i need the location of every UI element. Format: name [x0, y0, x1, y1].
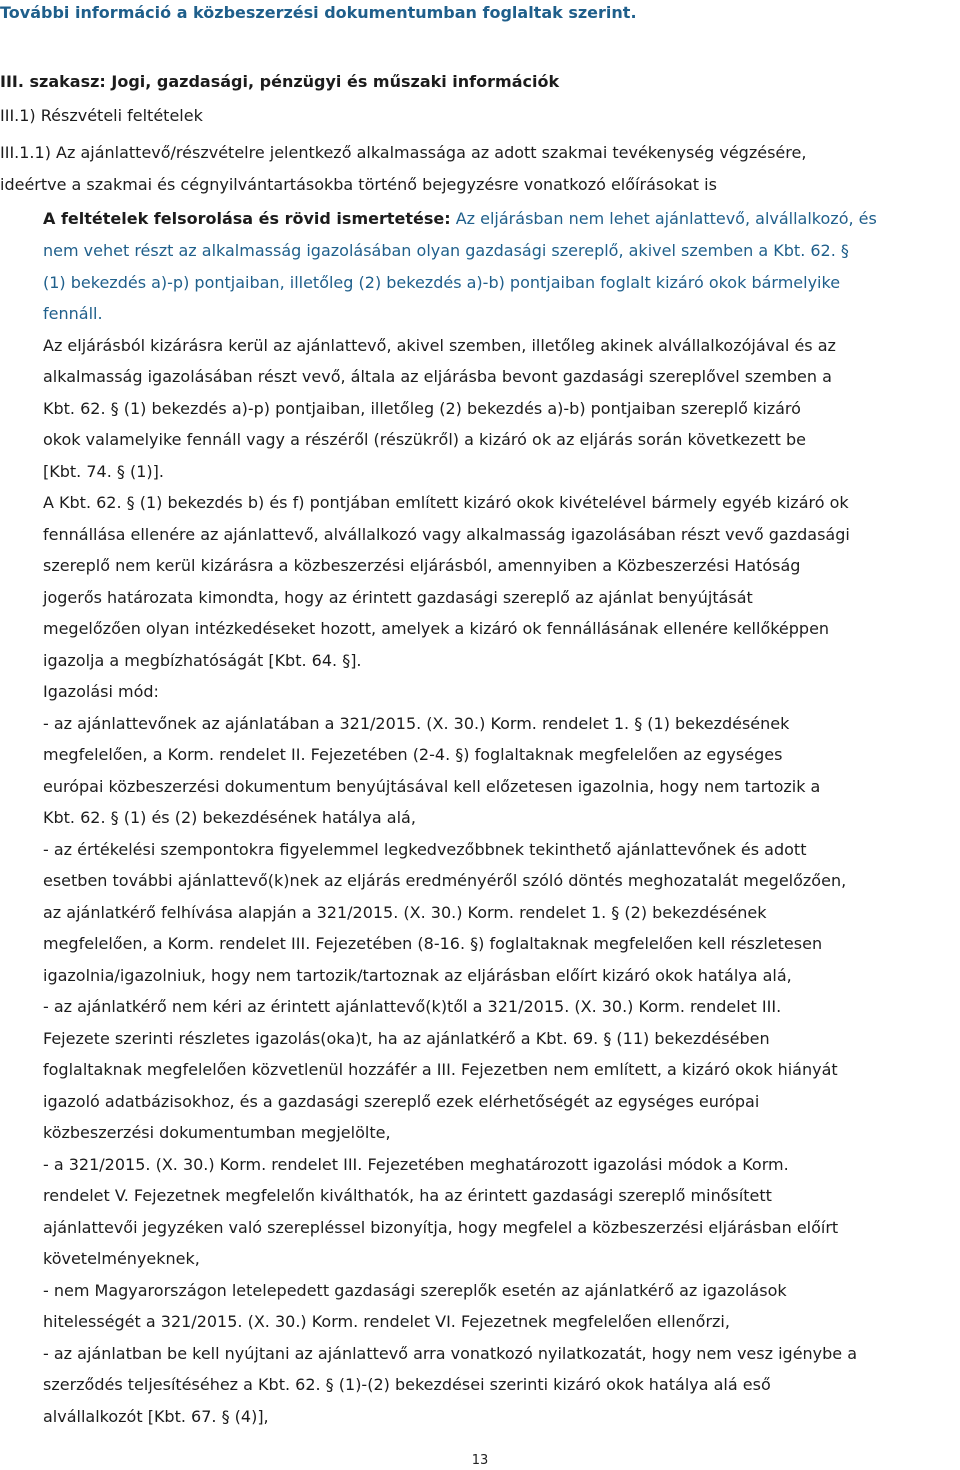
body-line: megelőzően olyan intézkedéseket hozott, amelyek a kizáró ok fennállásának ellenére kellőképpen	[43, 619, 830, 638]
body-line: igazolnia/igazolniuk, hogy nem tartozik/tartoznak az eljárásban előírt kizáró okok hatálya alá,	[43, 966, 792, 985]
body-line: A Kbt. 62. § (1) bekezdés b) és f) pontjában említett kizáró okok kivételével bármely egyéb kizáró ok	[43, 493, 849, 512]
body-line: ajánlattevői jegyzéken való szerepléssel bizonyítja, hogy megfelel a közbeszerzési eljárásban előírt	[43, 1218, 839, 1237]
info-line: További információ a közbeszerzési dokumentumban foglaltak szerint.	[0, 3, 637, 22]
body-line: megfelelően, a Korm. rendelet III. Fejezetében (8-16. §) foglaltaknak megfelelően kell részletesen	[43, 934, 823, 953]
body-line: - a 321/2015. (X. 30.) Korm. rendelet III. Fejezetében meghatározott igazolási módok a Korm.	[43, 1155, 789, 1174]
conditions-label: A feltételek felsorolása és rövid ismertetése:	[43, 209, 451, 228]
conditions-line	[43, 209, 877, 229]
body-line: fennállása ellenére az ajánlattevő, alvállalkozó vagy alkalmasság igazolásában részt vevő gazdasági	[43, 525, 850, 544]
body-line: nem vehet részt az alkalmasság igazolásában olyan gazdasági szereplő, akivel szemben a Kbt. 62. §	[43, 241, 849, 260]
body-line: megfelelően, a Korm. rendelet II. Fejezetében (2-4. §) foglaltaknak megfelelően az egységes	[43, 745, 783, 764]
body-line: alkalmasság igazolásában részt vevő, általa az eljárásba bevont gazdasági szereplővel szemben a	[43, 367, 832, 386]
body-line: - nem Magyarországon letelepedett gazdasági szereplők esetén az ajánlatkérő az igazolások	[43, 1281, 787, 1300]
body-line: Az eljárásból kizárásra kerül az ajánlattevő, akivel szemben, illetőleg akinek alvállalkozójával és az	[43, 336, 836, 355]
body-line: Kbt. 62. § (1) bekezdés a)-p) pontjaiban, illetőleg (2) bekezdés a)-b) pontjaiban szereplő kizáró	[43, 399, 801, 418]
clause-heading-line-1: III.1.1) Az ajánlattevő/részvételre jelentkező alkalmassága az adott szakmai tevékenység végzésére,	[0, 143, 807, 162]
conditions-text: Az eljárásban nem lehet ajánlattevő, alvállalkozó, és	[450, 209, 877, 228]
body-line: esetben további ajánlattevő(k)nek az eljárás eredményéről szóló döntés meghozatalát megelőzően,	[43, 871, 847, 890]
body-line: Igazolási mód:	[43, 682, 159, 701]
body-line: [Kbt. 74. § (1)].	[43, 462, 164, 481]
body-line: jogerős határozata kimondta, hogy az érintett gazdasági szereplő az ajánlat benyújtását	[43, 588, 753, 607]
body-line: alvállalkozót [Kbt. 67. § (4)],	[43, 1407, 269, 1426]
body-line: - az ajánlatkérő nem kéri az érintett ajánlattevő(k)től a 321/2015. (X. 30.) Korm. rendelet III.	[43, 997, 782, 1016]
clause-heading-line-2: ideértve a szakmai és cégnyilvántartásokba történő bejegyzésre vonatkozó előírásokat is	[0, 175, 717, 194]
body-line: rendelet V. Fejezetnek megfelelőn kiválthatók, ha az érintett gazdasági szereplő minősített	[43, 1186, 772, 1205]
page-number: 13	[471, 1453, 489, 1468]
body-line: igazoló adatbázisokhoz, és a gazdasági szereplő ezek elérhetőségét az egységes európai	[43, 1092, 760, 1111]
body-line: (1) bekezdés a)-p) pontjaiban, illetőleg (2) bekezdés a)-b) pontjaiban foglalt kizáró okok bármelyike	[43, 273, 841, 292]
body-line: szerződés teljesítéséhez a Kbt. 62. § (1)-(2) bekezdései szerinti kizáró okok hatálya alá eső	[43, 1375, 771, 1394]
body-line: - az ajánlattevőnek az ajánlatában a 321/2015. (X. 30.) Korm. rendelet 1. § (1) bekezdésének	[43, 714, 790, 733]
body-line: hitelességét a 321/2015. (X. 30.) Korm. rendelet VI. Fejezetnek megfelelően ellenőrzi,	[43, 1312, 730, 1331]
body-line: foglaltaknak megfelelően közvetlenül hozzáfér a III. Fejezetben nem említett, a kizáró okok hiányát	[43, 1060, 838, 1079]
section-title: III. szakasz: Jogi, gazdasági, pénzügyi és műszaki információk	[0, 72, 560, 91]
body-line: Kbt. 62. § (1) és (2) bekezdésének hatálya alá,	[43, 808, 416, 827]
body-line: fennáll.	[43, 304, 103, 323]
body-line: követelményeknek,	[43, 1249, 200, 1268]
body-line: Fejezete szerinti részletes igazolás(oka)t, ha az ajánlatkérő a Kbt. 69. § (11) bekezdésében	[43, 1029, 770, 1048]
body-line: az ajánlatkérő felhívása alapján a 321/2015. (X. 30.) Korm. rendelet 1. § (2) bekezdésének	[43, 903, 767, 922]
subsection-title: III.1) Részvételi feltételek	[0, 106, 203, 125]
body-line: európai közbeszerzési dokumentum benyújtásával kell előzetesen igazolnia, hogy nem tartozik a	[43, 777, 821, 796]
body-line: okok valamelyike fennáll vagy a részéről (részükről) a kizáró ok az eljárás során következett be	[43, 430, 807, 449]
body-line: - az értékelési szempontokra figyelemmel legkedvezőbbnek tekinthető ajánlattevőnek és adott	[43, 840, 807, 859]
body-line: igazolja a megbízhatóságát [Kbt. 64. §].	[43, 651, 362, 670]
body-line: szereplő nem kerül kizárásra a közbeszerzési eljárásból, amennyiben a Közbeszerzési Hatóság	[43, 556, 801, 575]
body-line: - az ajánlatban be kell nyújtani az ajánlattevő arra vonatkozó nyilatkozatát, hogy nem vesz igénybe a	[43, 1344, 858, 1363]
body-line: közbeszerzési dokumentumban megjelölte,	[43, 1123, 391, 1142]
